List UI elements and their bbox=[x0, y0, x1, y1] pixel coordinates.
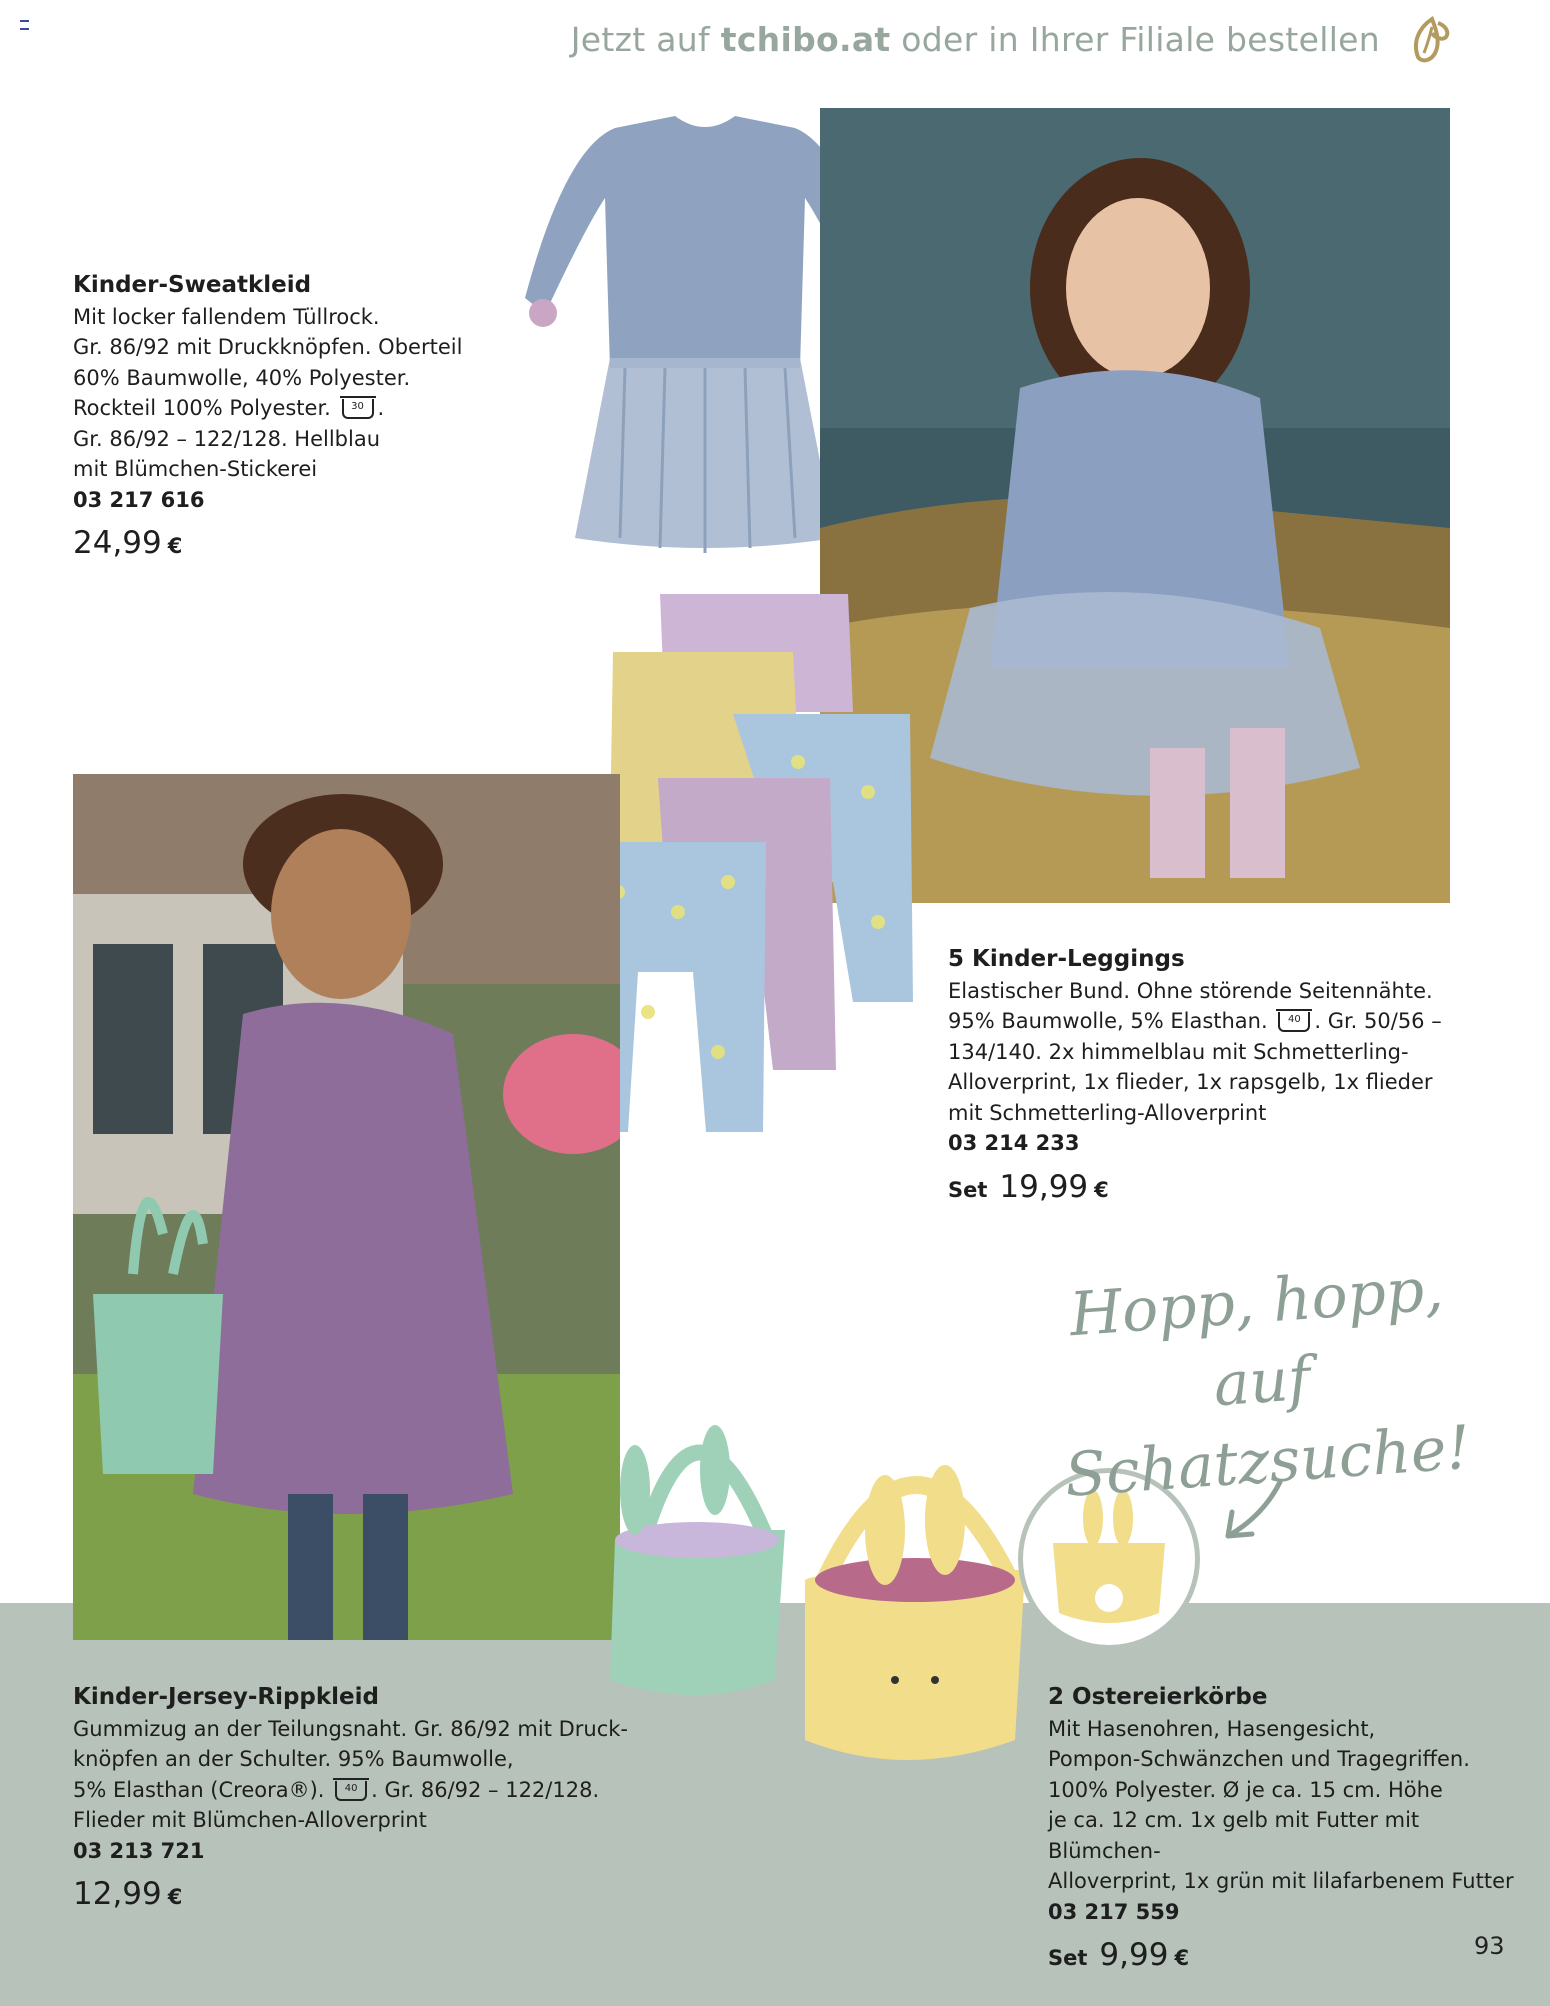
description-line: 95% Baumwolle, 5% Elasthan. 40 . Gr. 50/56 – bbox=[948, 1009, 1442, 1033]
product-title: Kinder-Jersey-Rippkleid bbox=[73, 1684, 380, 1710]
site-link[interactable]: tchibo.at bbox=[720, 19, 891, 59]
description-line: Elastischer Bund. Ohne störende Seitennähte. bbox=[948, 978, 1433, 1003]
wash-symbol-icon: 40 bbox=[1278, 1012, 1310, 1032]
leggings-product-image bbox=[578, 592, 918, 1137]
description-line: Rockteil 100% Polyester. 30 . bbox=[73, 396, 385, 420]
wash-symbol-icon: 30 bbox=[342, 399, 374, 419]
product-title: 5 Kinder-Leggings bbox=[948, 946, 1185, 972]
product-title: 2 Ostereierkörbe bbox=[1048, 1684, 1268, 1710]
header-text: Jetzt auf tchibo.at oder in Ihrer Filiale bestellen bbox=[570, 19, 1380, 59]
rippkleid-info bbox=[73, 1682, 633, 1917]
description-line: 134/140. 2x himmelblau mit Schmetterling- bbox=[948, 1039, 1409, 1064]
description-line: mit Blümchen-Stickerei bbox=[73, 457, 318, 481]
description-line: je ca. 12 cm. 1x gelb mit Futter mit Blümchen- bbox=[1048, 1808, 1420, 1863]
leggings-info bbox=[948, 944, 1448, 1210]
description-line: Mit Hasenohren, Hasengesicht, bbox=[1048, 1716, 1376, 1741]
description-line: 100% Polyester. Ø je ca. 15 cm. Höhe bbox=[1048, 1777, 1443, 1802]
description-line: Gummizug an der Teilungsnaht. Gr. 86/92 mit Druck- bbox=[73, 1716, 629, 1741]
header-banner bbox=[571, 14, 1454, 64]
price: Set 9,99 € bbox=[1048, 1937, 1190, 1973]
description-line: mit Schmetterling-Alloverprint bbox=[948, 1100, 1267, 1125]
description-line: Alloverprint, 1x grün mit lilafarbenem Futter bbox=[1048, 1869, 1514, 1893]
article-number: 03 217 559 bbox=[1048, 1899, 1180, 1924]
sweatkleid-info bbox=[73, 270, 493, 566]
article-number: 03 217 616 bbox=[73, 487, 205, 512]
handwritten-slogan: Hopp, hopp, auf Schatzsuche! bbox=[1062, 1254, 1473, 1511]
easter-baskets-info bbox=[1048, 1682, 1518, 1978]
description-line: knöpfen an der Schulter. 95% Baumwolle, bbox=[73, 1747, 514, 1771]
product-title: Kinder-Sweatkleid bbox=[73, 272, 312, 298]
article-number: 03 213 721 bbox=[73, 1838, 205, 1863]
article-number: 03 214 233 bbox=[948, 1131, 1080, 1155]
girl-rippkleid-photo bbox=[73, 774, 620, 1640]
arrow-icon bbox=[1218, 1476, 1288, 1546]
menu-icon[interactable] bbox=[20, 20, 29, 30]
description-line: Gr. 86/92 mit Druckknöpfen. Oberteil bbox=[73, 335, 463, 359]
description-line: 60% Baumwolle, 40% Polyester. bbox=[73, 365, 411, 390]
tchibo-bean-logo-icon bbox=[1402, 13, 1454, 65]
price: Set 19,99 € bbox=[948, 1168, 1109, 1205]
easter-baskets-product-image bbox=[585, 1380, 1025, 1770]
description-line: Alloverprint, 1x flieder, 1x rapsgelb, 1x flieder bbox=[948, 1070, 1433, 1094]
page-number: 93 bbox=[1474, 1932, 1505, 1960]
description-line: Gr. 86/92 – 122/128. Hellblau bbox=[73, 426, 381, 451]
description-line: 5% Elasthan (Creora®). 40 . Gr. 86/92 – 122/128. bbox=[73, 1777, 600, 1802]
description-line: Mit locker fallendem Tüllrock. bbox=[73, 304, 380, 329]
description-line: Flieder mit Blümchen-Alloverprint bbox=[73, 1808, 427, 1832]
description-line: Pompon-Schwänzchen und Tragegriffen. bbox=[1048, 1747, 1470, 1771]
price: 24,99 € bbox=[73, 525, 183, 561]
price: 12,99 € bbox=[73, 1876, 183, 1912]
wash-symbol-icon: 40 bbox=[335, 1781, 367, 1801]
